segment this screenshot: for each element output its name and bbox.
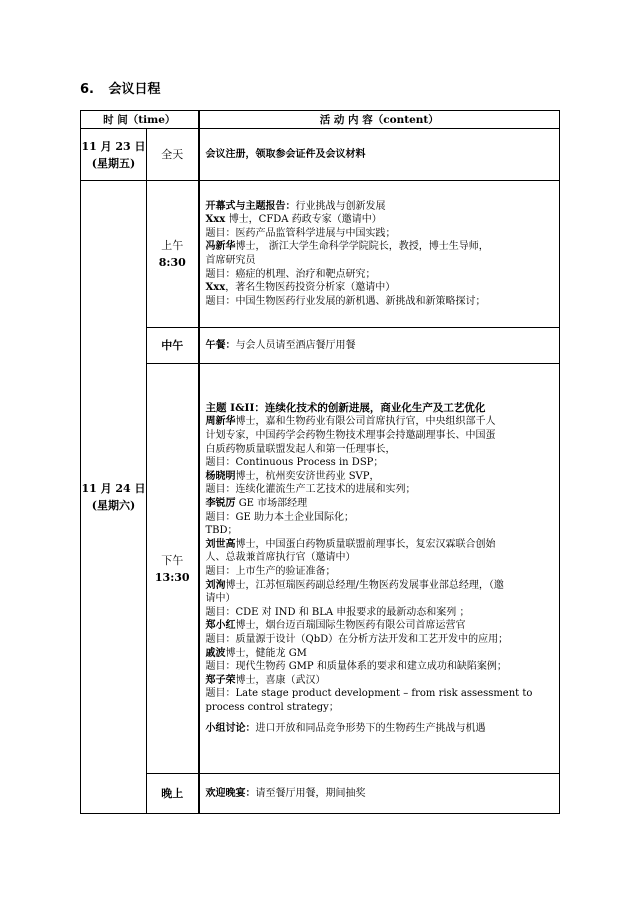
morning-line: 冯新华博士， 浙江大学生命科学学院院长，教授，博士生导师， (205, 241, 489, 253)
afternoon-line: 人、总裁兼首席执行官（邀请中） (205, 552, 356, 564)
day2-weekday: (星期六) (91, 499, 136, 512)
afternoon-line: 刘洵博士，江苏恒瑞医药副总经理/生物医药发展事业部总经理，（邀 (205, 579, 504, 591)
afternoon-line: 周新华博士，嘉和生物药业有限公司首席执行官，中央组织部千人 (205, 416, 496, 428)
noon-content (199, 328, 560, 364)
afternoon-line: 白质药物质量联盟发起人和第一任理事长， (205, 443, 396, 455)
morning-line: Xxx，著名生物医药投资分析家（邀请中） (205, 282, 396, 294)
afternoon-line: 题目：现代生物药 GMP 和质量体系的要求和建立成功和缺陷案例； (205, 661, 507, 673)
afternoon-line: 题目：CDE 对 IND 和 BLA 申报要求的最新动态和案列 ； (205, 606, 470, 618)
day1-row (81, 129, 560, 181)
afternoon-line: 计划专家，中国药学会药物生物技术理事会持邀副理事长、中国蛋 (205, 430, 496, 442)
day1-weekday: (星期五) (91, 156, 136, 170)
afternoon-slot (147, 364, 199, 774)
noon-slot (147, 328, 199, 364)
evening-content (199, 774, 560, 814)
afternoon-line: process control strategy； (205, 701, 339, 713)
afternoon-line: 刘世高博士，中国蛋白药物质量联盟前理事长，复宏汉霖联合创始 (205, 538, 496, 550)
day2-noon-row (81, 328, 560, 364)
afternoon-line: 题目：连续化灌流生产工艺技术的进展和实列； (205, 484, 416, 496)
day2-evening-row (81, 774, 560, 814)
morning-label: 上午 (161, 239, 184, 252)
afternoon-title: 主题 I&II：连续化技术的创新进展，商业化生产及工艺优化 (205, 401, 486, 414)
morning-line: 首席研究员 (205, 255, 256, 266)
afternoon-line: 题目：Continuous Process in DSP； (205, 457, 384, 469)
day1-date-cell (81, 129, 147, 181)
afternoon-line: 杨晓明博士，杭州奕安济世药业 SVP， (205, 470, 380, 482)
afternoon-line: 郑小红博士，烟台迈百瑞国际生物医药有限公司首席运营官 (205, 620, 466, 632)
evening-slot (147, 774, 199, 814)
section-title: 会议日程 (108, 82, 161, 97)
header-time: 时 间（time） (81, 111, 199, 129)
afternoon-line: 戚波博士，健能龙 GM (205, 647, 307, 659)
afternoon-content (199, 364, 560, 774)
header-content: 活 动 内 容（content） (199, 111, 560, 129)
day2-morning-row (81, 181, 560, 328)
schedule-table (80, 110, 560, 814)
morning-line: 题目：医药产品监管科学进展与中国实践； (205, 227, 396, 239)
noon-label: 中午 (161, 339, 184, 352)
day1-content (199, 129, 560, 181)
day1-date: 11 月 23 日 (81, 139, 146, 153)
day2-date-cell (81, 181, 147, 814)
afternoon-line: 题目：GE 助力本土企业国际化； (205, 511, 354, 523)
morning-time: 8:30 (158, 256, 186, 269)
noon-title-bold: 午餐： (205, 339, 236, 351)
morning-title: 开幕式与主题报告：行业挑战与创新发展 (205, 200, 386, 212)
morning-line: 题目：中国生物医药行业发展的新机遇、新挑战和新策略探讨； (205, 295, 486, 307)
afternoon-line: TBD； (205, 525, 238, 537)
day2-date: 11 月 24 日 (81, 482, 146, 495)
day2-afternoon-row (81, 364, 560, 774)
afternoon-line: 题目：质量源于设计（QbD）在分析方法开发和工艺开发中的应用； (205, 633, 509, 645)
morning-line: 题目：癌症的机理、治疗和靶点研究； (205, 268, 376, 280)
afternoon-time: 13:30 (154, 570, 190, 584)
afternoon-line: 郑子荣博士，喜康（武汉） (205, 674, 326, 686)
noon-title-rest: 与会人员请至酒店餐厅用餐 (235, 339, 356, 351)
morning-content (199, 181, 560, 328)
morning-slot (147, 181, 199, 328)
header-row (81, 111, 560, 129)
section-heading (80, 78, 161, 97)
evening-title-bold: 欢迎晚宴： (205, 787, 256, 799)
afternoon-line: 李锐厉 GE 市场部经理 (205, 498, 308, 510)
afternoon-line: 题目：Late stage product development – from risk assessment to (205, 688, 533, 700)
day1-slot: 全天 (147, 129, 199, 181)
day1-text: 会议注册，领取参会证件及会议材料 (205, 148, 366, 160)
morning-line: Xxx 博士，CFDA 药政专家（邀请中） (205, 214, 382, 226)
evening-label: 晚上 (161, 787, 184, 800)
afternoon-label: 下午 (161, 553, 184, 567)
afternoon-line: 请中） (205, 593, 236, 605)
evening-title-rest: 请至餐厅用餐，期间抽奖 (255, 787, 366, 799)
afternoon-line: 题目：上市生产的验证准备； (205, 566, 336, 577)
section-number: 6. (80, 82, 94, 97)
panel-discussion: 小组讨论：进口开放和同品竞争形势下的生物药生产挑战与机遇 (205, 722, 486, 734)
